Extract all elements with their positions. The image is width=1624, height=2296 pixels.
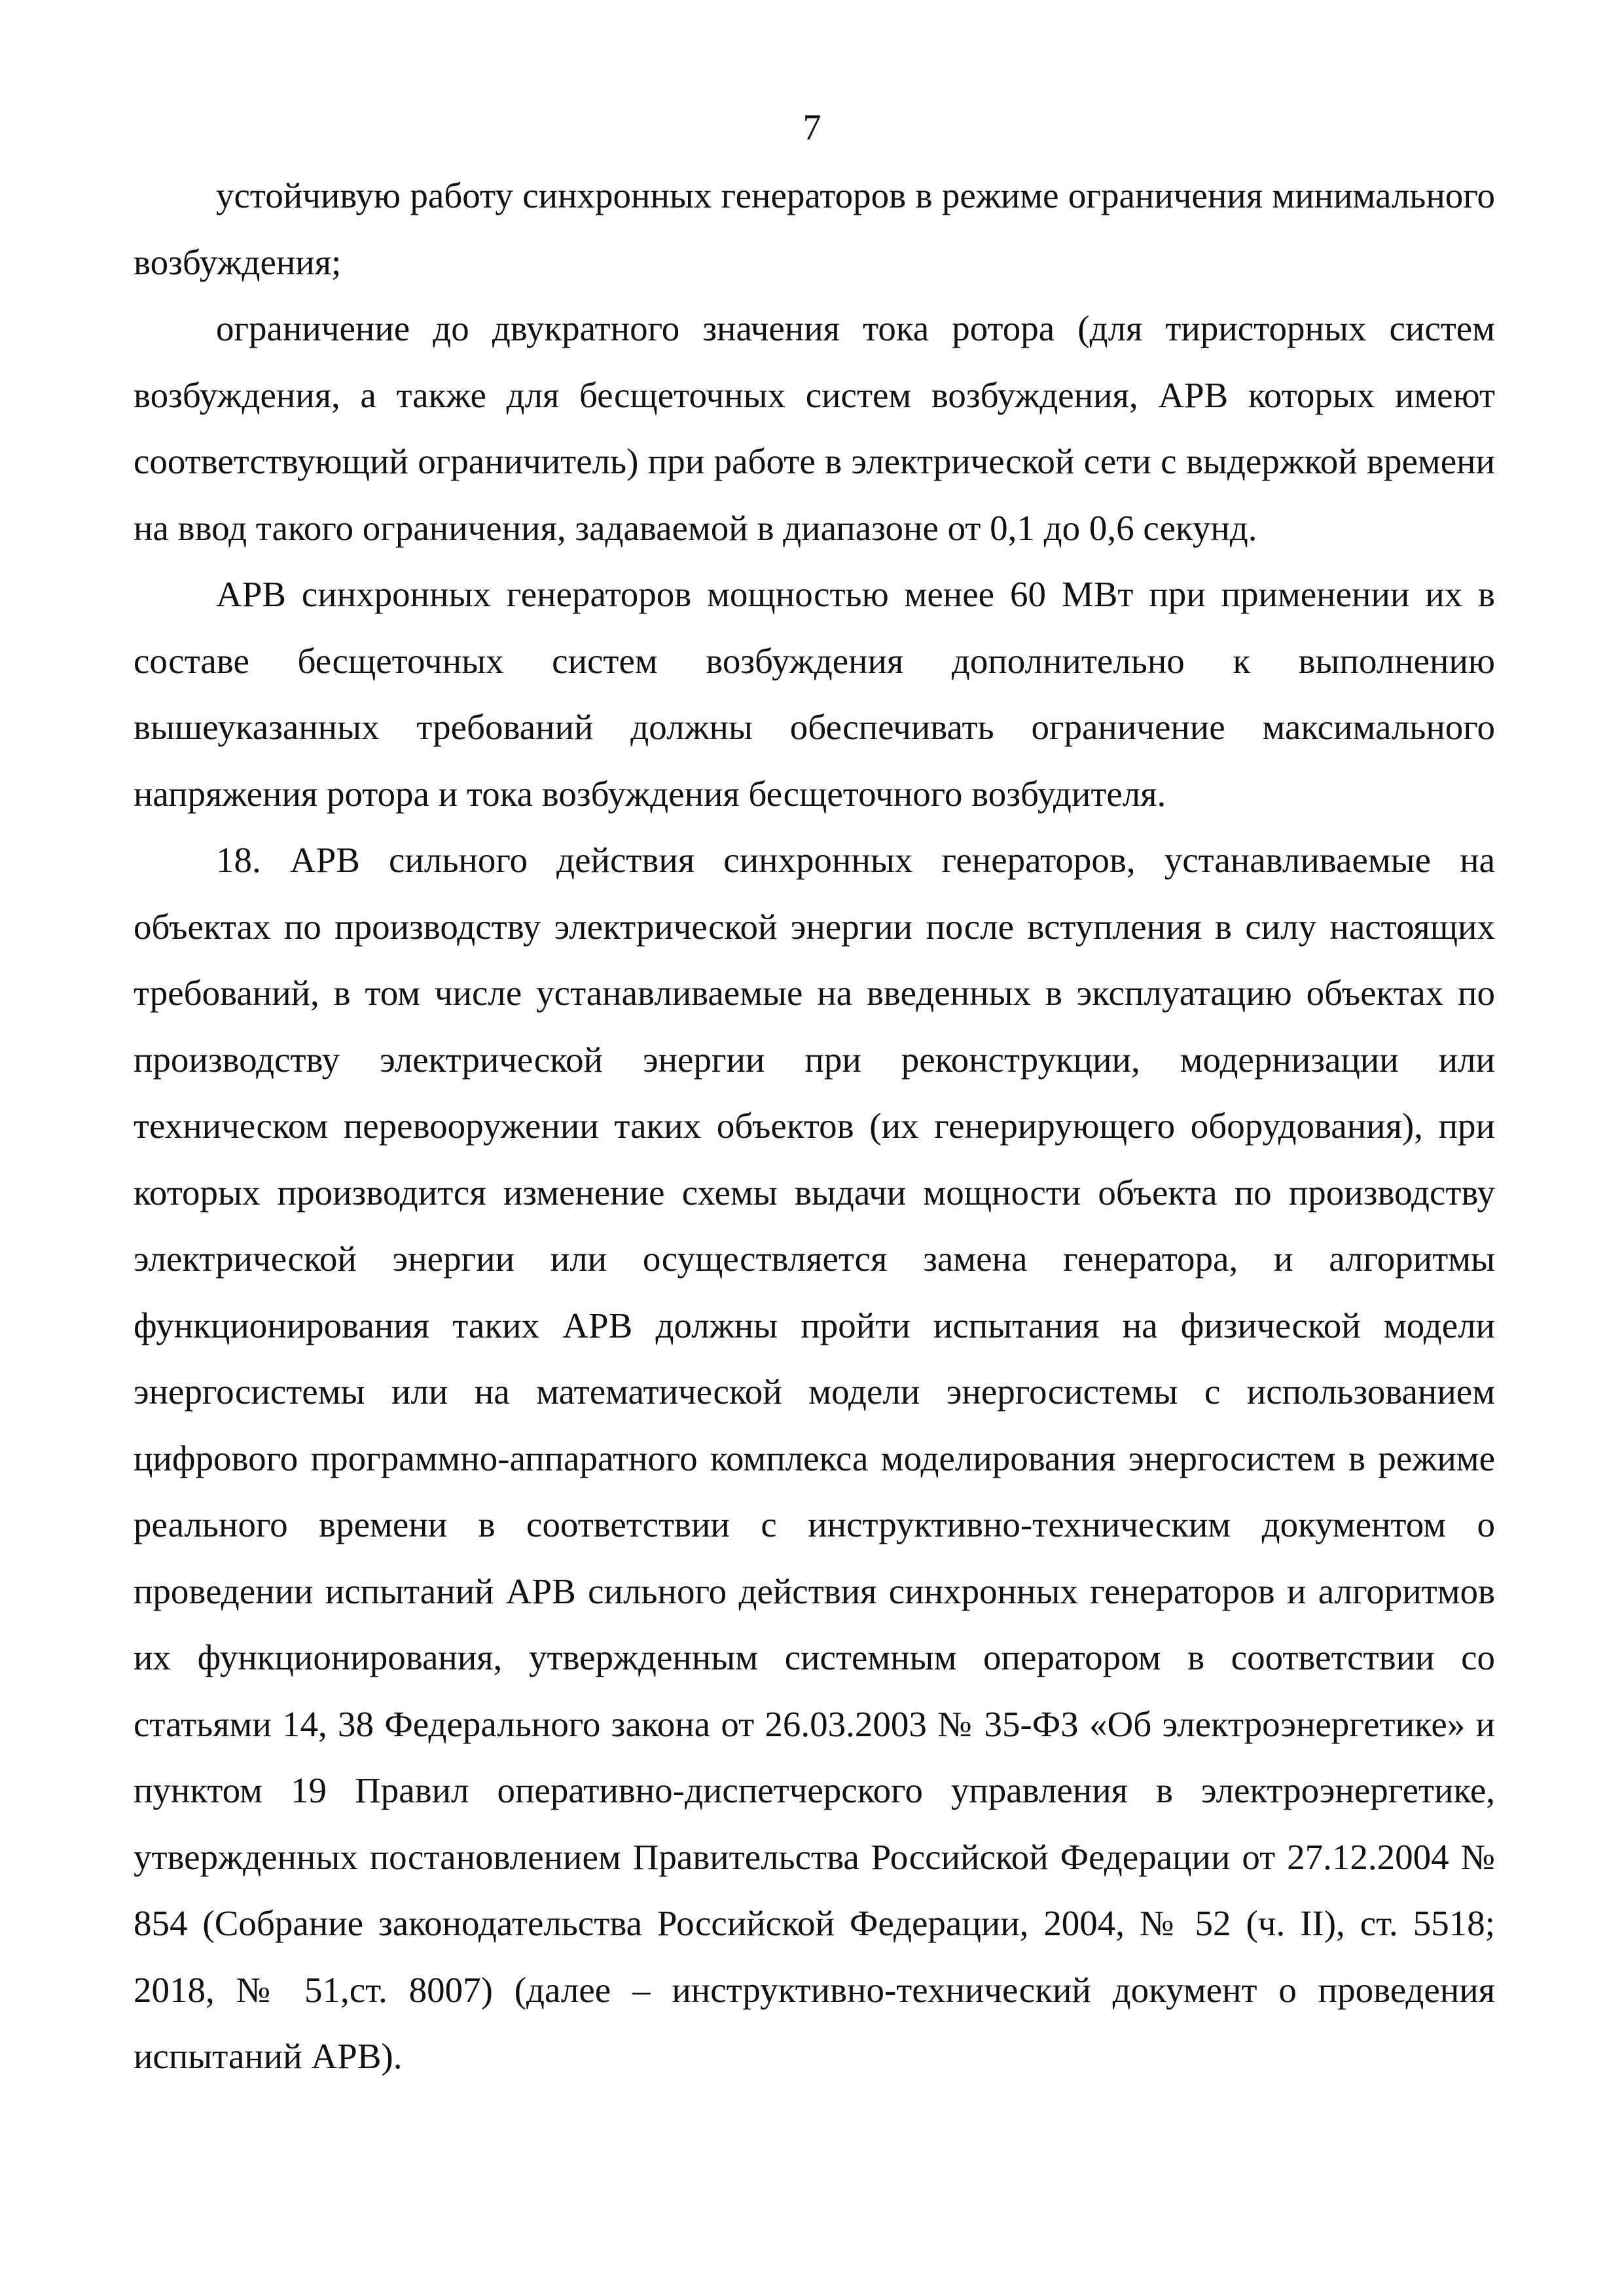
page-number: 7 (803, 107, 821, 148)
paragraph-item-18: 18. АРВ сильного действия синхронных генераторов, устанавливаемые на объектах по производству электрической энергии после вступления в силу настоящих требований, в том числе устанавливаемые на введенных в эксплуатацию объектах по производству электрической энергии при реконструкции, модернизации или техническом перевооружении таких объектов (их генерирующего оборудования), при которых производится изменение схемы выдачи мощности объекта по производству электрической энергии или осуществляется замена генератора, и алгоритмы функционирования таких АРВ должны пройти испытания на физической модели энергосистемы или на математической модели энергосистемы с использованием цифрового программно-аппаратного комплекса моделирования энергосистем в режиме реального времени в соответствии с инструктивно-техническим документом о проведении испытаний АРВ сильного действия синхронных генераторов и алгоритмов их функционирования, утвержденным системным оператором в соответствии со статьями 14, 38 Федерального закона от 26.03.2003 № 35-ФЗ «Об электроэнергетике» и пунктом 19 Правил оперативно-диспетчерского управления в электроэнергетике, утвержденных постановлением Правительства Российской Федерации от 27.12.2004 № 854 (Собрание законодательства Российской Федерации, 2004, № 52 (ч. II), ст. 5518; 2018, № 51,ст. 8007) (далее – инструктивно-технический документ о проведения испытаний АРВ). (134, 840, 1495, 2076)
paragraph-brushless-requirements: АРВ синхронных генераторов мощностью менее 60 МВт при применении их в составе бесщеточных систем возбуждения дополнительно к выполнению вышеуказанных требований должны обеспечивать ограничение максимального напряжения ротора и тока возбуждения бесщеточного возбудителя. (134, 574, 1495, 814)
paragraph-rotor-current-limit: ограничение до двукратного значения тока ротора (для тиристорных систем возбуждения, а также для бесщеточных систем возбуждения, АРВ которых имеют соответствующий ограничитель) при работе в электрической сети с выдержкой времени на ввод такого ограничения, задаваемой в диапазоне от 0,1 до 0,6 секунд. (134, 308, 1495, 548)
paragraph-min-excitation-limit: устойчивую работу синхронных генераторов в режиме ограничения минимального возбуждения; (134, 175, 1495, 282)
document-body (134, 162, 1495, 2090)
